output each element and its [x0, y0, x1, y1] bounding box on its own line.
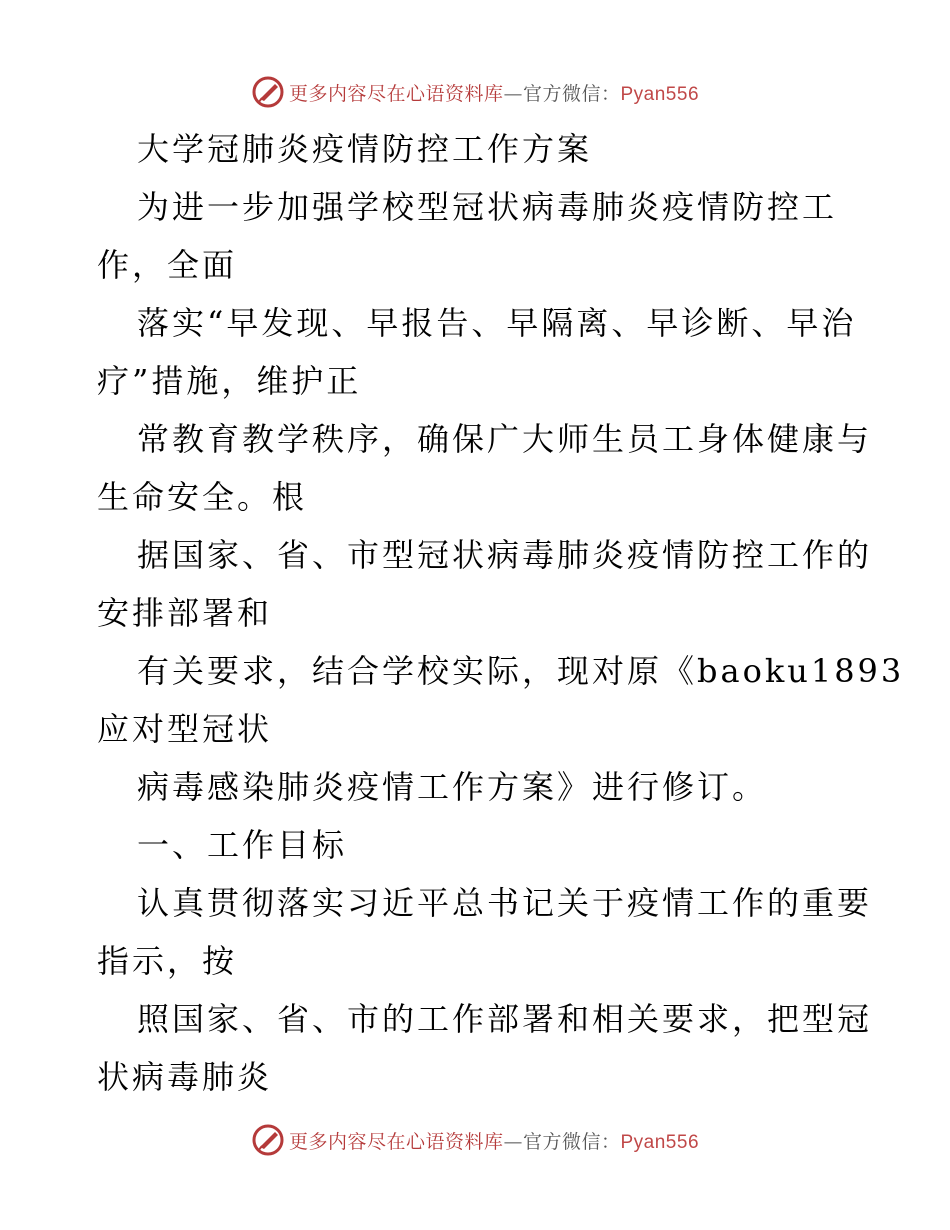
document-title: 大学冠肺炎疫情防控工作方案 [137, 130, 593, 168]
text-line: 有关要求，结合学校实际，现对原《baoku1893 [137, 652, 905, 690]
text-line: 认真贯彻落实习近平总书记关于疫情工作的重要 [137, 884, 873, 922]
text-line: 落实“早发现、早报告、早隔离、早诊断、早治 [137, 304, 857, 342]
footer-watermark [0, 1120, 950, 1160]
text-line: 疗”措施，维护正 [97, 362, 362, 400]
text-line: 病毒感染肺炎疫情工作方案》进行修订。 [137, 768, 768, 806]
text-line: 安排部署和 [97, 594, 273, 632]
text-line: 生命安全。根 [97, 478, 308, 516]
watermark-official-label: 官方微信： [522, 1130, 621, 1153]
text-line: 照国家、省、市的工作部署和相关要求，把型冠 [137, 1000, 873, 1038]
quill-logo-icon [251, 75, 285, 109]
text-line: 指示，按 [97, 942, 238, 980]
text-line: 为进一步加强学校型冠状病毒肺炎疫情防控工 [137, 188, 838, 226]
watermark-dash: — [503, 82, 523, 105]
text-line: 作，全面 [97, 246, 238, 284]
text-line: 据国家、省、市型冠状病毒肺炎疫情防控工作的 [137, 536, 873, 574]
text-line: 状病毒肺炎 [97, 1058, 273, 1096]
watermark-text [289, 1127, 699, 1154]
watermark-official-label: 官方微信： [522, 82, 621, 105]
watermark-text [289, 79, 699, 106]
text-line: 常教育教学秩序，确保广大师生员工身体健康与 [137, 420, 873, 458]
watermark-dash: — [503, 1130, 523, 1153]
watermark-wechat-id: Pyan556 [620, 1131, 700, 1153]
watermark-brand: 更多内容尽在心语资料库 [288, 82, 504, 105]
text-line: 应对型冠状 [97, 710, 273, 748]
quill-logo-icon [251, 1123, 285, 1157]
watermark-wechat-id: Pyan556 [620, 83, 700, 105]
header-watermark [0, 72, 950, 112]
watermark-brand: 更多内容尽在心语资料库 [288, 1130, 504, 1153]
section-heading: 一、工作目标 [137, 826, 348, 864]
